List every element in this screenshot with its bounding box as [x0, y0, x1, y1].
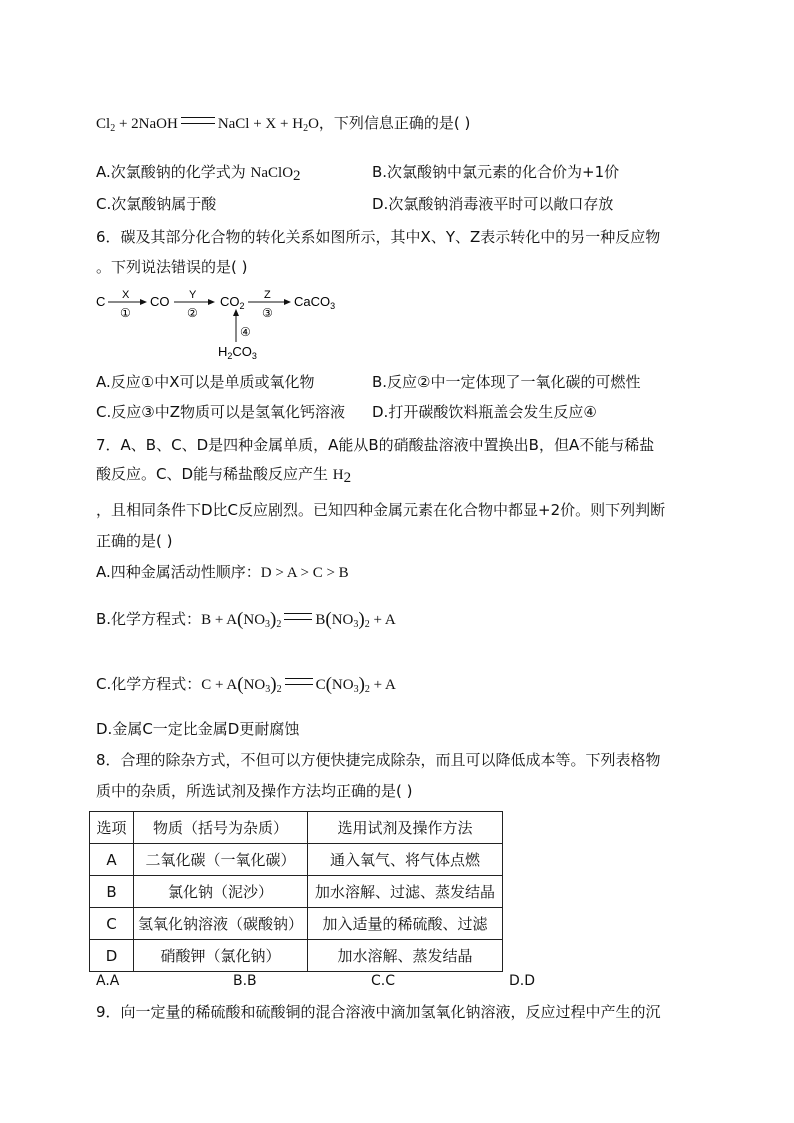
q5-stem: ，下列信息正确的是( ): [318, 114, 471, 132]
diagram-c: C: [96, 294, 106, 309]
table-cell: 加水溶解、过滤、蒸发结晶: [308, 876, 503, 908]
label-x: X: [122, 289, 130, 301]
table-cell: 氢氧化钠溶液（碳酸钠）: [134, 908, 308, 940]
table-cell: 加入适量的稀硫酸、过滤: [308, 908, 503, 940]
q6-option-c: C.反应③中Z物质可以是氢氧化钙溶液: [96, 403, 345, 421]
q7-option-d: D.金属C一定比金属D更耐腐蚀: [96, 720, 300, 738]
q8-stem-line2: 质中的杂质，所选试剂及操作方法均正确的是( ): [96, 782, 413, 800]
q5-equation-line: [96, 112, 470, 135]
table-cell: 氯化钠（泥沙）: [134, 876, 308, 908]
diagram-co: CO: [150, 294, 170, 309]
diagram-caco3: CaCO$_3$: [294, 294, 336, 311]
diagram-co2: $CO_2$: [220, 294, 245, 311]
label-z: Z: [264, 289, 271, 301]
q7-option-c-equation: $C + A(NO_3)_2$ $C(NO_3)_2 + A$: [201, 674, 396, 695]
q7-stem-line1: 7．A、B、C、D是四种金属单质，A能从B的硝酸盐溶液中置换出B，但A不能与稀盐: [96, 436, 655, 454]
q8-answer-a: A.A: [96, 973, 120, 989]
label-n2: ②: [187, 306, 198, 320]
q6-stem-line1: 6．碳及其部分化合物的转化关系如图所示，其中X、Y、Z表示转化中的另一种反应物: [96, 228, 661, 246]
table-row: [90, 940, 503, 972]
q8-answer-c: C.C: [371, 973, 396, 989]
table-cell: A: [90, 844, 134, 876]
q6-stem-line2: 。下列说法错误的是( ): [96, 258, 248, 276]
table-header-cell: 选用试剂及操作方法: [308, 812, 503, 844]
q6-option-b: B.反应②中一定体现了一氧化碳的可燃性: [372, 373, 641, 391]
table-cell: D: [90, 940, 134, 972]
q5-equation: $Cl_2$ + 2NaOH NaCl + $X + H_2O$: [96, 116, 319, 134]
equals-sign: [181, 117, 215, 124]
table-row: [90, 908, 503, 940]
table-cell: 加水溶解、蒸发结晶: [308, 940, 503, 972]
label-n4: ④: [240, 325, 251, 339]
q5-option-d: D.次氯酸钠消毒液平时可以敞口存放: [372, 195, 614, 213]
table-cell: 硝酸钾（氯化钠）: [134, 940, 308, 972]
diagram-h2co3: $H_2CO_3$: [218, 344, 257, 360]
q7-option-b: B.化学方程式：$B + A(NO_3)_2$ $B(NO_3)_2 + A$: [96, 609, 396, 630]
q5-option-a: A.次氯酸钠的化学式为 NaClO$_2$: [96, 163, 301, 184]
q8-stem-line1: 8．合理的除杂方式，不但可以方便快捷完成除杂，而且可以降低成本等。下列表格物: [96, 751, 661, 769]
q7-stem-line2: 酸反应。C、D能与稀盐酸反应产生 $H_2$: [96, 465, 352, 486]
q5-option-c: C.次氯酸钠属于酸: [96, 195, 217, 213]
table-cell: C: [90, 908, 134, 940]
q8-answer-b: B.B: [233, 973, 257, 989]
q6-option-d: D.打开碳酸饮料瓶盖会发生反应④: [372, 403, 597, 421]
label-n1: ①: [120, 306, 131, 320]
q7-option-b-equation: $B + A(NO_3)_2$ $B(NO_3)_2 + A$: [201, 609, 396, 630]
table-row: [90, 844, 503, 876]
q7-stem-line3: ，且相同条件下D比C反应剧烈。已知四种金属元素在化合物中都显+2价。则下列判断: [96, 501, 666, 519]
q8-answer-d: D.D: [509, 973, 536, 989]
table-header-row: [90, 812, 503, 844]
q5-option-b: B.次氯酸钠中氯元素的化合价为+1价: [372, 163, 620, 181]
q6-option-a: A.反应①中X可以是单质或氧化物: [96, 373, 315, 391]
q9-stem-line1: 9．向一定量的稀硫酸和硫酸铜的混合溶液中滴加氢氧化钠溶液，反应过程中产生的沉: [96, 1003, 661, 1021]
label-y: Y: [189, 289, 197, 301]
carbon-transformation-diagram: [96, 288, 356, 360]
q7-option-c: C.化学方程式：$C + A(NO_3)_2$ $C(NO_3)_2 + A$: [96, 674, 396, 695]
table-cell: 二氧化碳（一氧化碳）: [134, 844, 308, 876]
table-row: [90, 876, 503, 908]
table-cell: B: [90, 876, 134, 908]
q7-stem-line4: 正确的是( ): [96, 532, 173, 550]
table-header-cell: 选项: [90, 812, 134, 844]
label-n3: ③: [262, 306, 273, 320]
table-cell: 通入氧气、将气体点燃: [308, 844, 503, 876]
table-header-cell: 物质（括号为杂质）: [134, 812, 308, 844]
q8-options-table: [89, 811, 503, 972]
q7-option-a: A.四种金属活动性顺序：D > A > C > B: [96, 563, 349, 581]
